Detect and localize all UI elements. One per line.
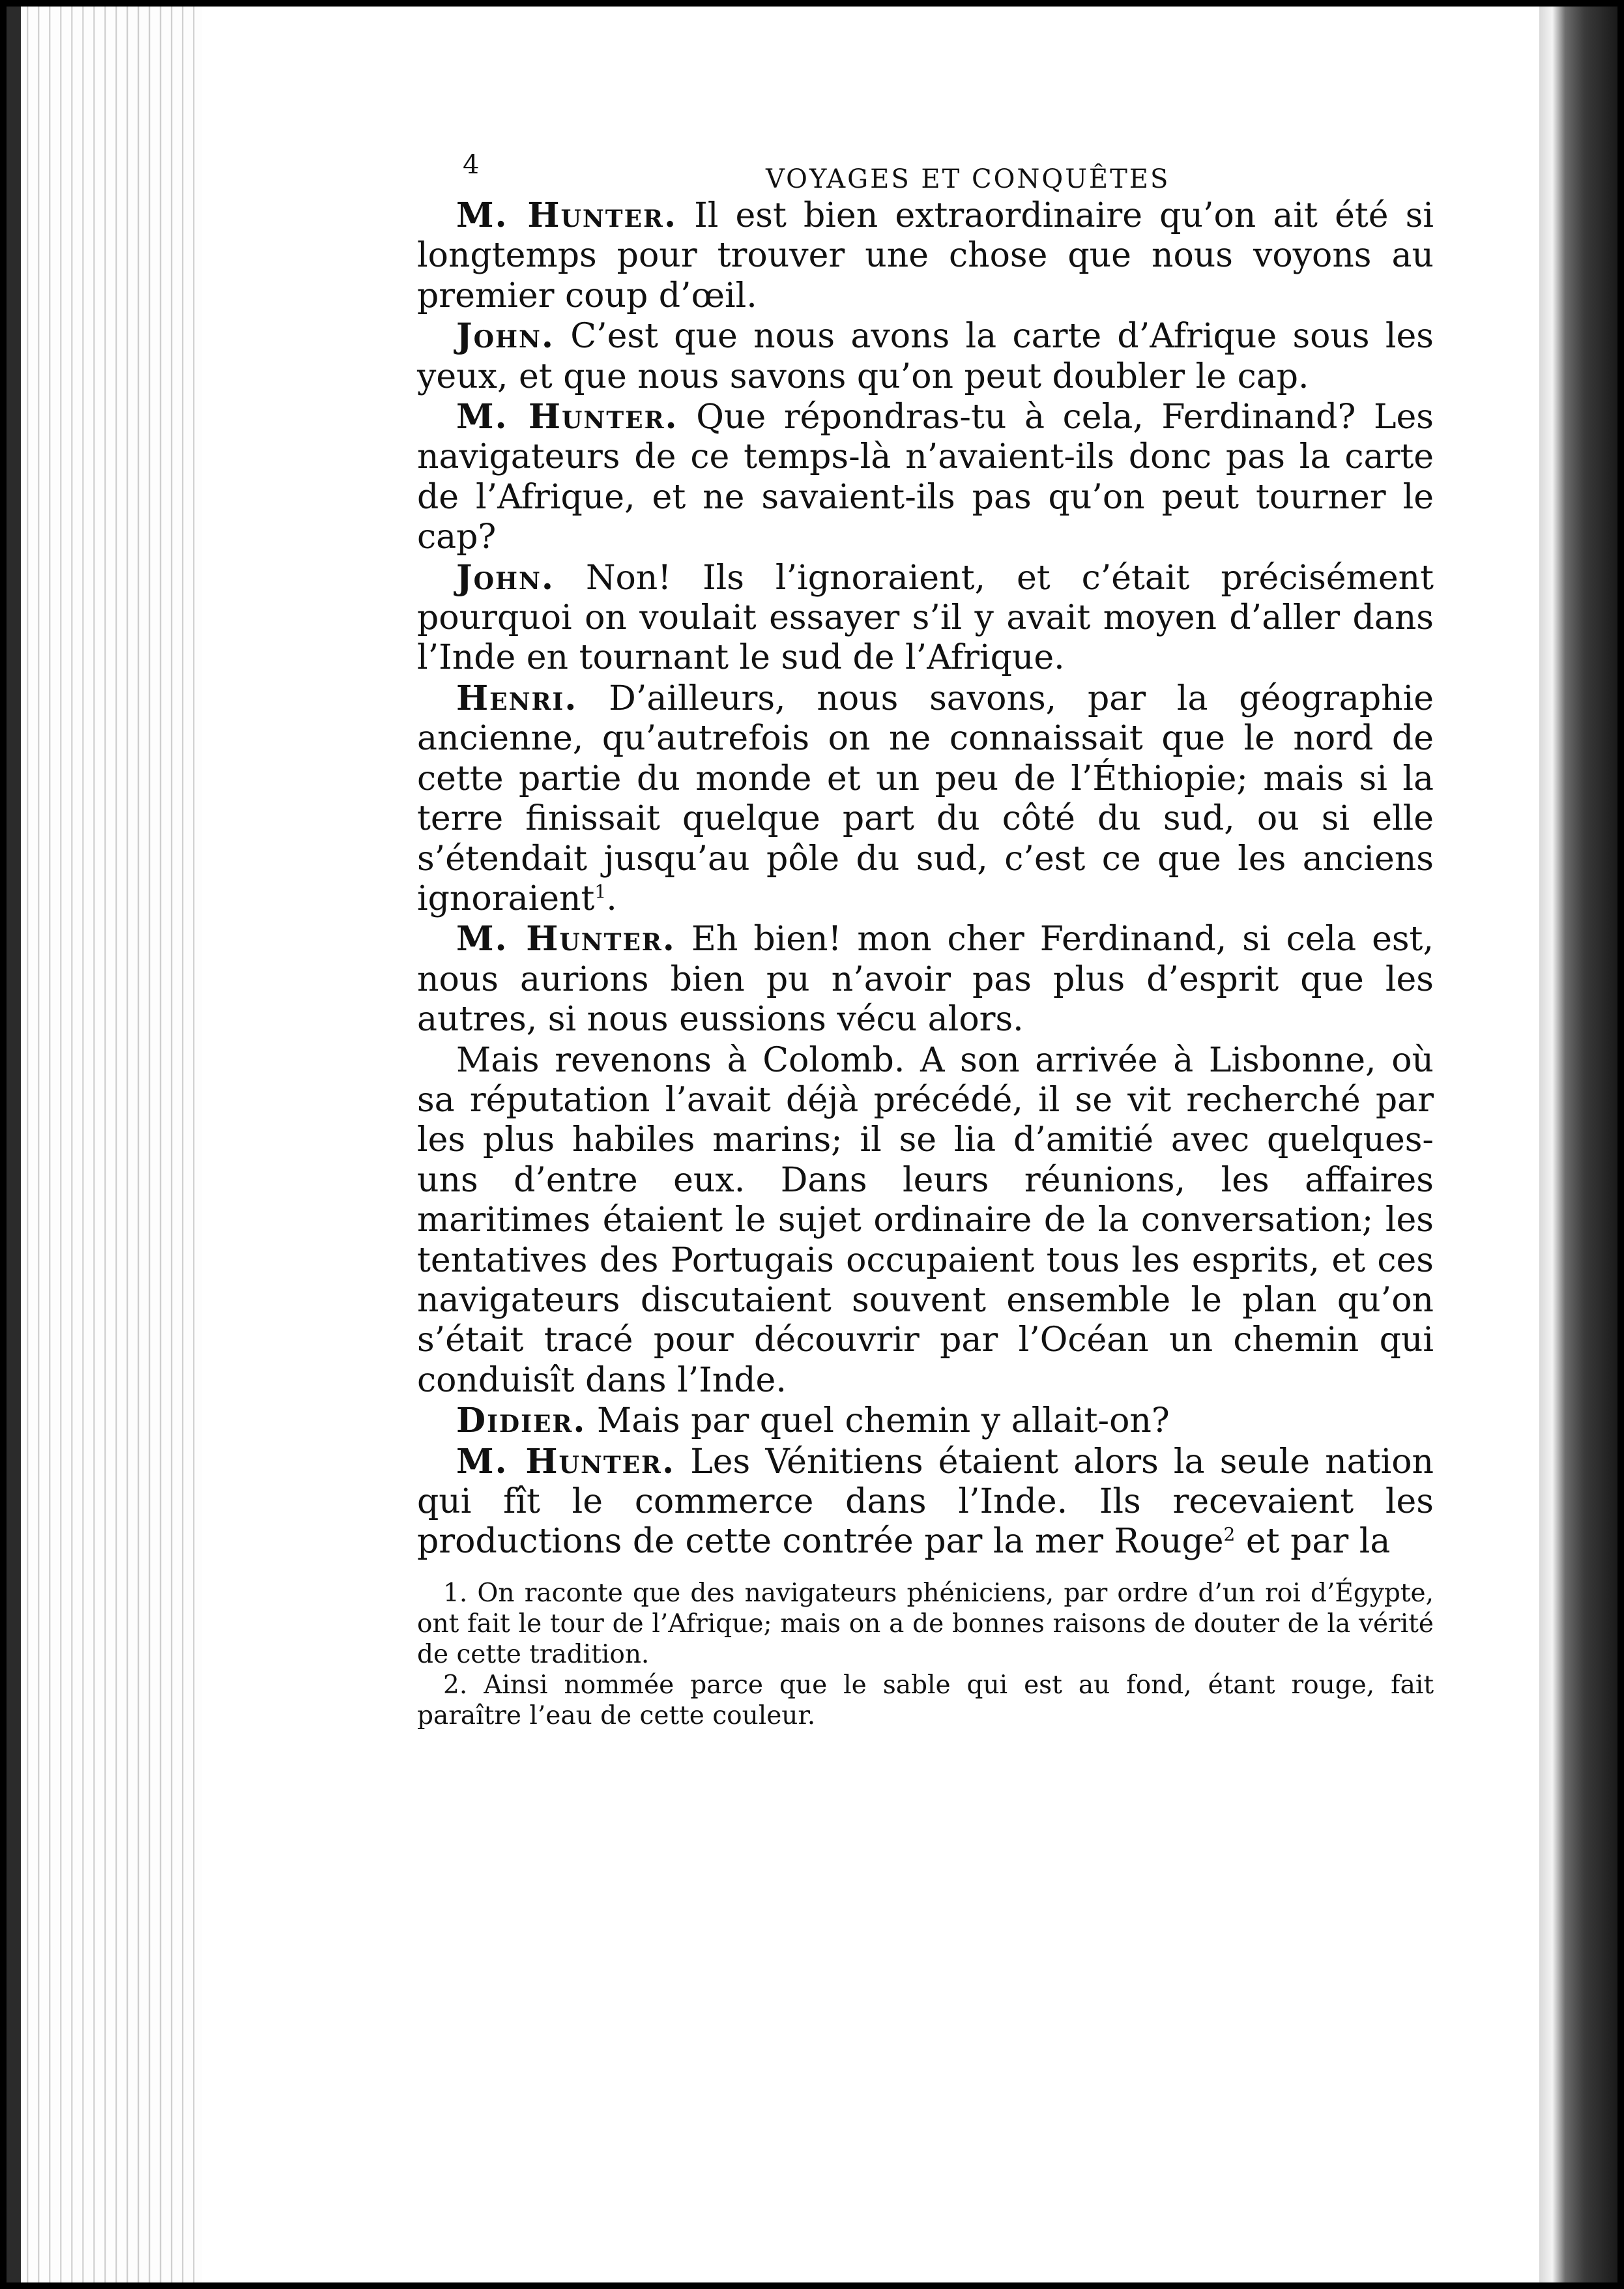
book-page-edges bbox=[7, 7, 202, 2282]
narrative-paragraph bbox=[417, 1040, 1434, 1401]
dialogue-paragraph bbox=[417, 397, 1434, 558]
speaker-name: Didier. bbox=[456, 1401, 587, 1441]
book-right-edge bbox=[1539, 7, 1617, 2282]
speaker-name: M. Hunter. bbox=[456, 1441, 676, 1481]
paragraph-text: Mais revenons à Colomb. A son arrivée à Lisbonne, où sa réputation l’avait déjà précédé, il se vit recherché par les plus habiles marins; il se lia d’amitié avec quelques-uns d’entre eux. Dans leurs réunions, les affaires maritimes étaient le sujet ordinaire de la conversation; les tentatives des Portugais occupaient tous les esprits, et ces navigateurs discutaient souvent ensemble le plan qu’on s’était tracé pour découvrir par l’Océan un chemin qui conduisît dans l’Inde. bbox=[417, 1040, 1434, 1400]
page-number: 4 bbox=[463, 150, 482, 180]
speaker-name: John. bbox=[456, 557, 555, 598]
paragraph-text: Mais par quel chemin y allait-on? bbox=[586, 1401, 1170, 1441]
paragraph-text: Que répondras-tu à cela, Ferdinand? Les navigateurs de ce temps-là n’avaient-ils donc pas la carte de l’Afrique, et ne savaient-ils pas qu’on peut tourner le cap? bbox=[417, 398, 1434, 557]
footnote-ref: 2 bbox=[1223, 1524, 1236, 1546]
book-page bbox=[417, 143, 1434, 1731]
speaker-name: M. Hunter. bbox=[456, 196, 678, 235]
paragraph-text: Les Vénitiens étaient alors la seule nation qui fît le commerce dans l’Inde. Ils recevaient les productions de cette contrée par la mer Rouge bbox=[417, 1442, 1434, 1562]
speaker-name: M. Hunter. bbox=[456, 919, 676, 959]
paragraph-text-end: et par la bbox=[1235, 1522, 1391, 1562]
paragraph-text: Non! Ils l’ignoraient, et c’était précisément pourquoi on voulait essayer s’il y avait moyen d’aller dans l’Inde en tournant le sud de l’Afrique. bbox=[417, 558, 1434, 678]
paragraph-text: Il est bien extraordinaire qu’on ait été si longtemps pour trouver une chose que nous voyons au premier coup d’œil. bbox=[417, 196, 1434, 315]
paragraph-text: D’ailleurs, nous savons, par la géographie ancienne, qu’autrefois on ne connaissait que le nord de cette partie du monde et un peu de l’Éthiopie; mais si la terre finissait quelque part du côté du sud, ou si elle s’étendait jusqu’au pôle du sud, c’est ce que les anciens ignoraient bbox=[417, 678, 1434, 918]
book-spine-shadow bbox=[7, 7, 21, 2282]
footnote: 2. Ainsi nommée parce que le sable qui est au fond, étant rouge, fait paraître l’eau de cette couleur. bbox=[417, 1670, 1434, 1730]
dialogue-paragraph bbox=[417, 1442, 1434, 1562]
dialogue-paragraph bbox=[417, 1401, 1434, 1441]
running-head bbox=[417, 143, 1434, 196]
dialogue-paragraph bbox=[417, 316, 1434, 397]
dialogue-paragraph bbox=[417, 919, 1434, 1040]
paragraph-text: Eh bien! mon cher Ferdinand, si cela est, nous aurions bien pu n’avoir pas plus d’esprit que les autres, si nous eussions vécu alors. bbox=[417, 920, 1434, 1040]
footnote-ref: 1 bbox=[594, 881, 607, 903]
footnotes bbox=[417, 1578, 1434, 1731]
dialogue-paragraph bbox=[417, 558, 1434, 678]
dialogue-paragraph bbox=[417, 678, 1434, 919]
running-title: VOYAGES ET CONQUÊTES bbox=[766, 164, 1170, 194]
speaker-name: Henri. bbox=[456, 678, 578, 718]
speaker-name: John. bbox=[456, 316, 555, 357]
speaker-name: M. Hunter. bbox=[456, 397, 678, 437]
dialogue-paragraph bbox=[417, 196, 1434, 316]
paragraph-text-end: . bbox=[606, 879, 617, 918]
paragraph-text: C’est que nous avons la carte d’Afrique sous les yeux, et que nous savons qu’on peut doubler le cap. bbox=[417, 317, 1434, 396]
footnote: 1. On raconte que des navigateurs phéniciens, par ordre d’un roi d’Égypte, ont fait le tour de l’Afrique; mais on a de bonnes raisons de douter de la vérité de cette tradition. bbox=[417, 1578, 1434, 1669]
body-text bbox=[417, 196, 1434, 1562]
